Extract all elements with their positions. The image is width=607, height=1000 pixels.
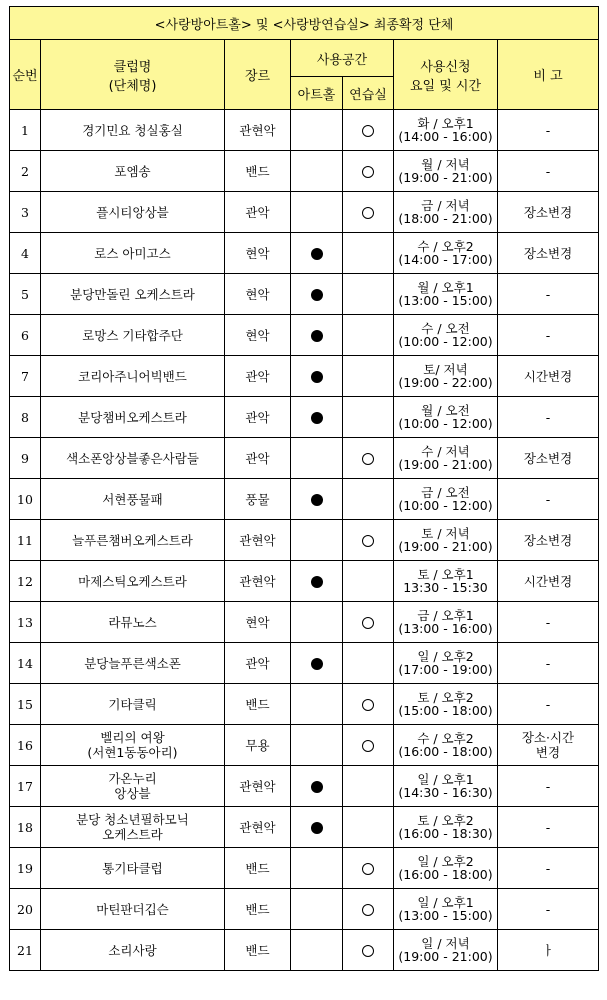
note-text: - bbox=[545, 696, 551, 712]
row-number: 5 bbox=[10, 274, 41, 315]
note-cell bbox=[498, 766, 599, 807]
table-row bbox=[10, 725, 599, 766]
genre-cell: 관악 bbox=[225, 356, 291, 397]
row-number: 16 bbox=[10, 725, 41, 766]
note-cell bbox=[498, 602, 599, 643]
genre-cell: 무용 bbox=[225, 725, 291, 766]
note-cell bbox=[498, 725, 599, 766]
note-text: - bbox=[545, 655, 551, 671]
schedule-cell bbox=[394, 725, 498, 766]
club-name-cell bbox=[41, 848, 225, 889]
table-row bbox=[10, 438, 599, 479]
art-hall-cell bbox=[291, 725, 343, 766]
table-row bbox=[10, 643, 599, 684]
row-number: 6 bbox=[10, 315, 41, 356]
practice-room-cell bbox=[343, 889, 394, 930]
club-name-cell bbox=[41, 602, 225, 643]
practice-room-cell bbox=[343, 233, 394, 274]
note-text: - bbox=[545, 819, 551, 835]
schedule-time: (13:00 - 15:00) bbox=[398, 908, 493, 923]
club-name-cell bbox=[41, 520, 225, 561]
club-name: 오케스트라 bbox=[102, 827, 163, 842]
note-cell bbox=[498, 438, 599, 479]
schedule-cell bbox=[394, 766, 498, 807]
note-cell bbox=[498, 397, 599, 438]
schedule-cell bbox=[394, 561, 498, 602]
art-hall-cell bbox=[291, 848, 343, 889]
club-name-cell bbox=[41, 151, 225, 192]
club-name-cell bbox=[41, 315, 225, 356]
club-name: 늘푸른챔버오케스트라 bbox=[72, 532, 193, 548]
practice-room-mark bbox=[362, 166, 374, 178]
club-name: 마제스틱오케스트라 bbox=[78, 573, 187, 589]
schedule-cell bbox=[394, 274, 498, 315]
table-row bbox=[10, 151, 599, 192]
note-cell bbox=[498, 561, 599, 602]
schedule-time: (16:00 - 18:30) bbox=[398, 826, 493, 841]
schedule-cell bbox=[394, 602, 498, 643]
schedule-time: (10:00 - 12:00) bbox=[398, 498, 493, 513]
schedule-time: (16:00 - 18:00) bbox=[398, 744, 493, 759]
note-text: 시간변경 bbox=[523, 573, 573, 589]
art-hall-cell bbox=[291, 151, 343, 192]
art-hall-cell bbox=[291, 397, 343, 438]
row-number: 1 bbox=[10, 110, 41, 151]
club-name-cell bbox=[41, 643, 225, 684]
practice-room-cell bbox=[343, 151, 394, 192]
note-text: - bbox=[545, 409, 551, 425]
note-cell bbox=[498, 848, 599, 889]
note-cell bbox=[498, 930, 599, 971]
table-row bbox=[10, 110, 599, 151]
note-cell bbox=[498, 356, 599, 397]
schedule-day: 일 / 오후2 bbox=[417, 649, 474, 664]
schedule-cell bbox=[394, 110, 498, 151]
schedule-day: 금 / 오후1 bbox=[417, 608, 474, 623]
table-row bbox=[10, 930, 599, 971]
art-hall-cell bbox=[291, 356, 343, 397]
art-hall-cell bbox=[291, 930, 343, 971]
note-cell bbox=[498, 233, 599, 274]
club-name: 분당챔버오케스트라 bbox=[78, 409, 187, 425]
schedule-cell bbox=[394, 520, 498, 561]
club-name: (서현1동동아리) bbox=[87, 745, 178, 760]
club-name-cell bbox=[41, 889, 225, 930]
art-hall-cell bbox=[291, 274, 343, 315]
art-hall-cell bbox=[291, 684, 343, 725]
row-number: 8 bbox=[10, 397, 41, 438]
genre-cell: 관현악 bbox=[225, 110, 291, 151]
art-hall-cell bbox=[291, 110, 343, 151]
schedule-day: 수 / 오전 bbox=[421, 321, 470, 336]
practice-room-mark bbox=[362, 699, 374, 711]
row-number: 13 bbox=[10, 602, 41, 643]
schedule-day: 일 / 저녁 bbox=[421, 936, 470, 951]
note-text: ㅏ bbox=[541, 942, 555, 958]
row-number: 15 bbox=[10, 684, 41, 725]
note-text: 시간변경 bbox=[523, 368, 573, 384]
table-row bbox=[10, 315, 599, 356]
club-name: 플시티앙상블 bbox=[96, 204, 169, 220]
club-name: 벨리의 여왕 bbox=[100, 730, 165, 745]
genre-cell: 밴드 bbox=[225, 684, 291, 725]
table-row bbox=[10, 233, 599, 274]
club-name-cell bbox=[41, 274, 225, 315]
row-number: 10 bbox=[10, 479, 41, 520]
club-name: 서현풍물패 bbox=[102, 491, 163, 507]
note-text: - bbox=[545, 491, 551, 507]
club-name-cell bbox=[41, 233, 225, 274]
practice-room-mark bbox=[362, 535, 374, 547]
schedule-time: (14:00 - 17:00) bbox=[398, 252, 493, 267]
schedule-day: 일 / 오후2 bbox=[417, 854, 474, 869]
art-hall-mark bbox=[311, 412, 323, 424]
genre-cell: 관악 bbox=[225, 643, 291, 684]
schedule-cell bbox=[394, 438, 498, 479]
note-text: - bbox=[545, 860, 551, 876]
art-hall-cell bbox=[291, 602, 343, 643]
schedule-time: (10:00 - 12:00) bbox=[398, 416, 493, 431]
table-row bbox=[10, 889, 599, 930]
table-title: <사랑방아트홀> 및 <사랑방연습실> 최종확정 단체 bbox=[10, 7, 599, 40]
schedule-cell bbox=[394, 684, 498, 725]
genre-cell: 관악 bbox=[225, 438, 291, 479]
practice-room-cell bbox=[343, 397, 394, 438]
row-number: 7 bbox=[10, 356, 41, 397]
art-hall-mark bbox=[311, 822, 323, 834]
header-art-hall: 아트홀 bbox=[291, 77, 343, 110]
note-cell bbox=[498, 643, 599, 684]
header-note: 비 고 bbox=[498, 40, 599, 110]
note-cell bbox=[498, 110, 599, 151]
genre-cell: 관악 bbox=[225, 192, 291, 233]
schedule-day: 금 / 오전 bbox=[421, 485, 470, 500]
practice-room-cell bbox=[343, 725, 394, 766]
table-row bbox=[10, 561, 599, 602]
table-row bbox=[10, 684, 599, 725]
header-club-line2: (단체명) bbox=[108, 78, 157, 94]
schedule-day: 월 / 저녁 bbox=[421, 157, 470, 172]
table-row bbox=[10, 479, 599, 520]
schedule-time: (16:00 - 18:00) bbox=[398, 867, 493, 882]
club-name-cell bbox=[41, 561, 225, 602]
table-body bbox=[10, 110, 599, 971]
final-groups-table bbox=[9, 6, 599, 971]
practice-room-cell bbox=[343, 520, 394, 561]
note-text: 변경 bbox=[535, 745, 561, 760]
note-text: - bbox=[545, 901, 551, 917]
practice-room-cell bbox=[343, 807, 394, 848]
row-number: 4 bbox=[10, 233, 41, 274]
art-hall-mark bbox=[311, 330, 323, 342]
club-name-cell bbox=[41, 438, 225, 479]
note-text: 장소변경 bbox=[523, 245, 573, 261]
club-name-cell bbox=[41, 192, 225, 233]
note-cell bbox=[498, 684, 599, 725]
schedule-day: 일 / 오후1 bbox=[417, 772, 474, 787]
practice-room-mark bbox=[362, 945, 374, 957]
row-number: 19 bbox=[10, 848, 41, 889]
note-text: - bbox=[545, 122, 551, 138]
header-time-line2: 요일 및 시간 bbox=[409, 78, 482, 94]
practice-room-cell bbox=[343, 356, 394, 397]
schedule-cell bbox=[394, 643, 498, 684]
schedule-cell bbox=[394, 889, 498, 930]
practice-room-cell bbox=[343, 930, 394, 971]
practice-room-cell bbox=[343, 643, 394, 684]
practice-room-cell bbox=[343, 438, 394, 479]
note-text: 장소변경 bbox=[523, 450, 573, 466]
schedule-time: (19:00 - 21:00) bbox=[398, 457, 493, 472]
art-hall-mark bbox=[311, 494, 323, 506]
schedule-day: 일 / 오후1 bbox=[417, 895, 474, 910]
club-name: 색소폰앙상블좋은사람들 bbox=[66, 450, 199, 466]
practice-room-mark bbox=[362, 125, 374, 137]
practice-room-cell bbox=[343, 110, 394, 151]
schedule-cell bbox=[394, 356, 498, 397]
schedule-time: (19:00 - 22:00) bbox=[398, 375, 493, 390]
genre-cell: 관악 bbox=[225, 397, 291, 438]
schedule-time: (13:00 - 16:00) bbox=[398, 621, 493, 636]
genre-cell: 밴드 bbox=[225, 930, 291, 971]
practice-room-cell bbox=[343, 848, 394, 889]
practice-room-cell bbox=[343, 766, 394, 807]
row-number: 14 bbox=[10, 643, 41, 684]
note-cell bbox=[498, 151, 599, 192]
row-number: 18 bbox=[10, 807, 41, 848]
practice-room-mark bbox=[362, 617, 374, 629]
genre-cell: 밴드 bbox=[225, 848, 291, 889]
row-number: 20 bbox=[10, 889, 41, 930]
row-number: 17 bbox=[10, 766, 41, 807]
club-name: 마틴판더깁슨 bbox=[96, 901, 169, 917]
club-name-cell bbox=[41, 725, 225, 766]
practice-room-mark bbox=[362, 863, 374, 875]
header-no: 순번 bbox=[10, 40, 41, 110]
schedule-time: (13:00 - 15:00) bbox=[398, 293, 493, 308]
row-number: 11 bbox=[10, 520, 41, 561]
header-space: 사용공간 bbox=[291, 40, 394, 77]
note-text: - bbox=[545, 163, 551, 179]
table-row bbox=[10, 397, 599, 438]
schedule-day: 금 / 저녁 bbox=[421, 198, 470, 213]
genre-cell: 현악 bbox=[225, 315, 291, 356]
schedule-time: (14:30 - 16:30) bbox=[398, 785, 493, 800]
genre-cell: 현악 bbox=[225, 602, 291, 643]
schedule-day: 수 / 오후2 bbox=[417, 731, 474, 746]
genre-cell: 풍물 bbox=[225, 479, 291, 520]
club-name-cell bbox=[41, 110, 225, 151]
table-row bbox=[10, 356, 599, 397]
club-name: 로스 아미고스 bbox=[94, 245, 171, 261]
art-hall-cell bbox=[291, 643, 343, 684]
note-cell bbox=[498, 274, 599, 315]
schedule-time: (17:00 - 19:00) bbox=[398, 662, 493, 677]
practice-room-cell bbox=[343, 479, 394, 520]
note-text: - bbox=[545, 286, 551, 302]
practice-room-mark bbox=[362, 207, 374, 219]
table-row bbox=[10, 192, 599, 233]
schedule-time: (14:00 - 16:00) bbox=[398, 129, 493, 144]
note-cell bbox=[498, 192, 599, 233]
schedule-time: (19:00 - 21:00) bbox=[398, 539, 493, 554]
art-hall-cell bbox=[291, 520, 343, 561]
header-time bbox=[394, 40, 498, 110]
club-name-cell bbox=[41, 930, 225, 971]
club-name-cell bbox=[41, 684, 225, 725]
club-name-cell bbox=[41, 356, 225, 397]
schedule-day: 월 / 오전 bbox=[421, 403, 470, 418]
genre-cell: 밴드 bbox=[225, 151, 291, 192]
schedule-time: (19:00 - 21:00) bbox=[398, 949, 493, 964]
schedule-document bbox=[9, 6, 599, 971]
club-name-cell bbox=[41, 807, 225, 848]
club-name: 로망스 기타합주단 bbox=[82, 327, 183, 343]
club-name: 앙상블 bbox=[114, 786, 151, 801]
schedule-cell bbox=[394, 233, 498, 274]
note-cell bbox=[498, 889, 599, 930]
schedule-day: 월 / 오후1 bbox=[417, 280, 474, 295]
schedule-time: 13:30 - 15:30 bbox=[403, 580, 488, 595]
row-number: 3 bbox=[10, 192, 41, 233]
schedule-day: 토 / 오후2 bbox=[417, 690, 474, 705]
note-cell bbox=[498, 315, 599, 356]
genre-cell: 관현악 bbox=[225, 807, 291, 848]
art-hall-cell bbox=[291, 807, 343, 848]
art-hall-cell bbox=[291, 438, 343, 479]
genre-cell: 현악 bbox=[225, 233, 291, 274]
note-text: 장소·시간 bbox=[521, 730, 575, 745]
club-name: 포엠송 bbox=[114, 163, 151, 179]
table-row bbox=[10, 848, 599, 889]
club-name: 분당만돌린 오케스트라 bbox=[70, 286, 195, 302]
club-name: 소리사랑 bbox=[108, 942, 157, 958]
art-hall-cell bbox=[291, 192, 343, 233]
genre-cell: 관현악 bbox=[225, 520, 291, 561]
genre-cell: 현악 bbox=[225, 274, 291, 315]
schedule-day: 화 / 오후1 bbox=[417, 116, 474, 131]
note-cell bbox=[498, 479, 599, 520]
schedule-day: 토 / 오후1 bbox=[417, 567, 474, 582]
art-hall-cell bbox=[291, 561, 343, 602]
note-text: - bbox=[545, 778, 551, 794]
club-name: 분당 청소년필하모닉 bbox=[76, 812, 189, 827]
art-hall-cell bbox=[291, 479, 343, 520]
practice-room-cell bbox=[343, 602, 394, 643]
table-row bbox=[10, 520, 599, 561]
genre-cell: 밴드 bbox=[225, 889, 291, 930]
note-text: 장소변경 bbox=[523, 532, 573, 548]
schedule-day: 토 / 저녁 bbox=[421, 526, 470, 541]
practice-room-mark bbox=[362, 904, 374, 916]
schedule-cell bbox=[394, 807, 498, 848]
note-cell bbox=[498, 520, 599, 561]
art-hall-cell bbox=[291, 766, 343, 807]
table-row bbox=[10, 807, 599, 848]
club-name-cell bbox=[41, 397, 225, 438]
practice-room-cell bbox=[343, 561, 394, 602]
art-hall-cell bbox=[291, 233, 343, 274]
schedule-day: 토/ 저녁 bbox=[423, 362, 468, 377]
schedule-time: (19:00 - 21:00) bbox=[398, 170, 493, 185]
club-name: 통기타클럽 bbox=[102, 860, 163, 876]
schedule-day: 수 / 오후2 bbox=[417, 239, 474, 254]
row-number: 9 bbox=[10, 438, 41, 479]
schedule-day: 수 / 저녁 bbox=[421, 444, 470, 459]
schedule-cell bbox=[394, 848, 498, 889]
club-name: 라뮤노스 bbox=[108, 614, 157, 630]
practice-room-cell bbox=[343, 684, 394, 725]
art-hall-mark bbox=[311, 371, 323, 383]
club-name-cell bbox=[41, 479, 225, 520]
schedule-time: (10:00 - 12:00) bbox=[398, 334, 493, 349]
club-name: 코리아주니어빅밴드 bbox=[78, 368, 187, 384]
schedule-cell bbox=[394, 397, 498, 438]
header-genre: 장르 bbox=[225, 40, 291, 110]
note-text: - bbox=[545, 327, 551, 343]
schedule-time: (15:00 - 18:00) bbox=[398, 703, 493, 718]
practice-room-cell bbox=[343, 315, 394, 356]
art-hall-mark bbox=[311, 248, 323, 260]
club-name: 가온누리 bbox=[108, 771, 157, 786]
table-row bbox=[10, 274, 599, 315]
header-practice-room: 연습실 bbox=[343, 77, 394, 110]
practice-room-cell bbox=[343, 192, 394, 233]
schedule-cell bbox=[394, 479, 498, 520]
club-name: 경기민요 청실홍실 bbox=[82, 122, 183, 138]
practice-room-mark bbox=[362, 740, 374, 752]
art-hall-cell bbox=[291, 889, 343, 930]
schedule-cell bbox=[394, 192, 498, 233]
art-hall-mark bbox=[311, 289, 323, 301]
row-number: 12 bbox=[10, 561, 41, 602]
art-hall-mark bbox=[311, 658, 323, 670]
genre-cell: 관현악 bbox=[225, 561, 291, 602]
art-hall-mark bbox=[311, 781, 323, 793]
club-name-cell bbox=[41, 766, 225, 807]
row-number: 21 bbox=[10, 930, 41, 971]
row-number: 2 bbox=[10, 151, 41, 192]
practice-room-mark bbox=[362, 453, 374, 465]
club-name: 기타클릭 bbox=[108, 696, 157, 712]
schedule-cell bbox=[394, 151, 498, 192]
header-club bbox=[41, 40, 225, 110]
schedule-cell bbox=[394, 930, 498, 971]
genre-cell: 관현악 bbox=[225, 766, 291, 807]
schedule-cell bbox=[394, 315, 498, 356]
note-cell bbox=[498, 807, 599, 848]
practice-room-cell bbox=[343, 274, 394, 315]
table-row bbox=[10, 766, 599, 807]
note-text: - bbox=[545, 614, 551, 630]
header-time-line1: 사용신청 bbox=[420, 59, 471, 75]
note-text: 장소변경 bbox=[523, 204, 573, 220]
table-row bbox=[10, 602, 599, 643]
club-name: 분당늘푸른색소폰 bbox=[84, 655, 181, 671]
schedule-day: 토 / 오후2 bbox=[417, 813, 474, 828]
header-club-line1: 클럽명 bbox=[113, 59, 152, 75]
schedule-time: (18:00 - 21:00) bbox=[398, 211, 493, 226]
art-hall-cell bbox=[291, 315, 343, 356]
art-hall-mark bbox=[311, 576, 323, 588]
